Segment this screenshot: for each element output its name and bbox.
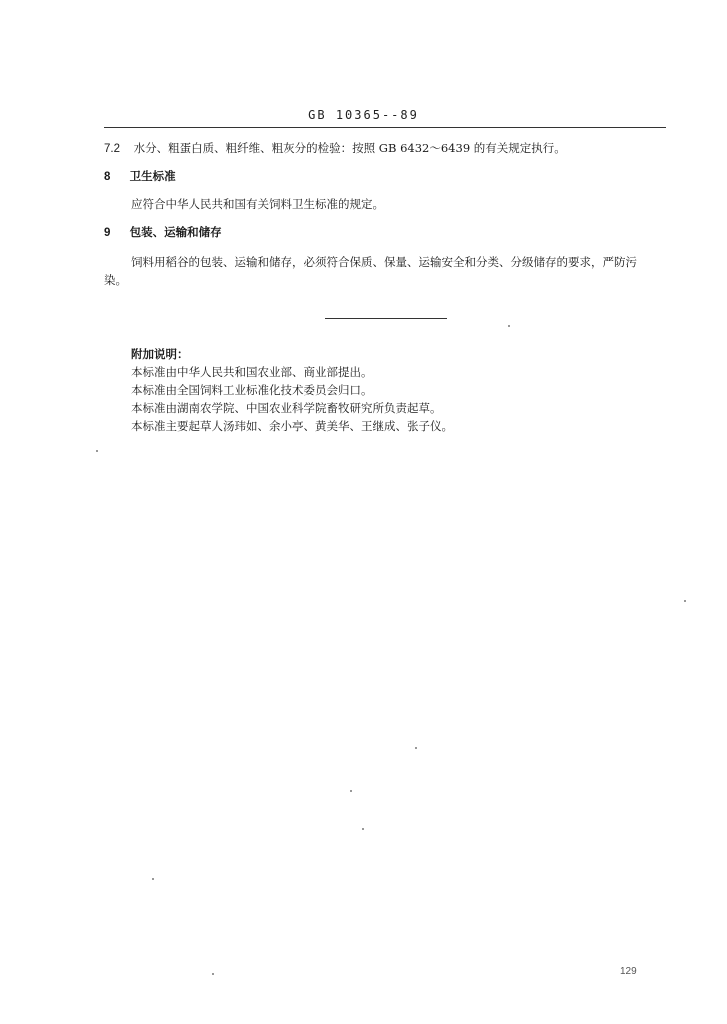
notes-line: 本标准由中华人民共和国农业部、商业部提出。 <box>131 365 373 379</box>
scan-speck <box>350 790 352 792</box>
header-rule <box>104 127 666 128</box>
scan-speck <box>508 325 510 327</box>
clause-7-2-text: 水分、粗蛋白质、粗纤维、粗灰分的检验：按照 GB 6432～6439 的有关规定执行。 <box>133 141 566 155</box>
section-8-number: 8 <box>104 171 111 183</box>
notes-title: 附加说明： <box>131 347 189 361</box>
section-9-heading <box>104 224 222 241</box>
notes-line: 本标准由湖南农学院、中国农业科学院畜牧研究所负责起草。 <box>131 401 442 415</box>
clause-7-2-number: 7.2 <box>104 143 120 155</box>
page-number: 129 <box>620 966 637 977</box>
scan-speck <box>415 747 417 749</box>
scan-speck <box>152 878 154 880</box>
section-8-title: 卫生标准 <box>129 169 176 183</box>
section-9-body-line-1: 饲料用稻谷的包装、运输和储存，必须符合保质、保量、运输安全和分类、分级储存的要求，严防污 <box>131 255 637 269</box>
section-8-heading <box>104 168 176 185</box>
section-8-body: 应符合中华人民共和国有关饲料卫生标准的规定。 <box>131 197 384 211</box>
scan-speck <box>684 600 686 602</box>
end-divider <box>325 318 447 319</box>
section-9-number: 9 <box>104 227 111 239</box>
section-9-title: 包装、运输和储存 <box>129 225 222 239</box>
scan-speck <box>362 828 364 830</box>
scan-speck <box>212 973 214 975</box>
notes-line: 本标准由全国饲料工业标准化技术委员会归口。 <box>131 383 373 397</box>
scan-speck <box>96 450 98 452</box>
notes-line: 本标准主要起草人汤玮如、余小亭、黄美华、王继成、张子仪。 <box>131 419 453 433</box>
page-header-standard-code: GB 10365--89 <box>308 108 419 122</box>
clause-7-2 <box>104 140 566 157</box>
section-9-body-line-2: 染。 <box>104 273 127 287</box>
